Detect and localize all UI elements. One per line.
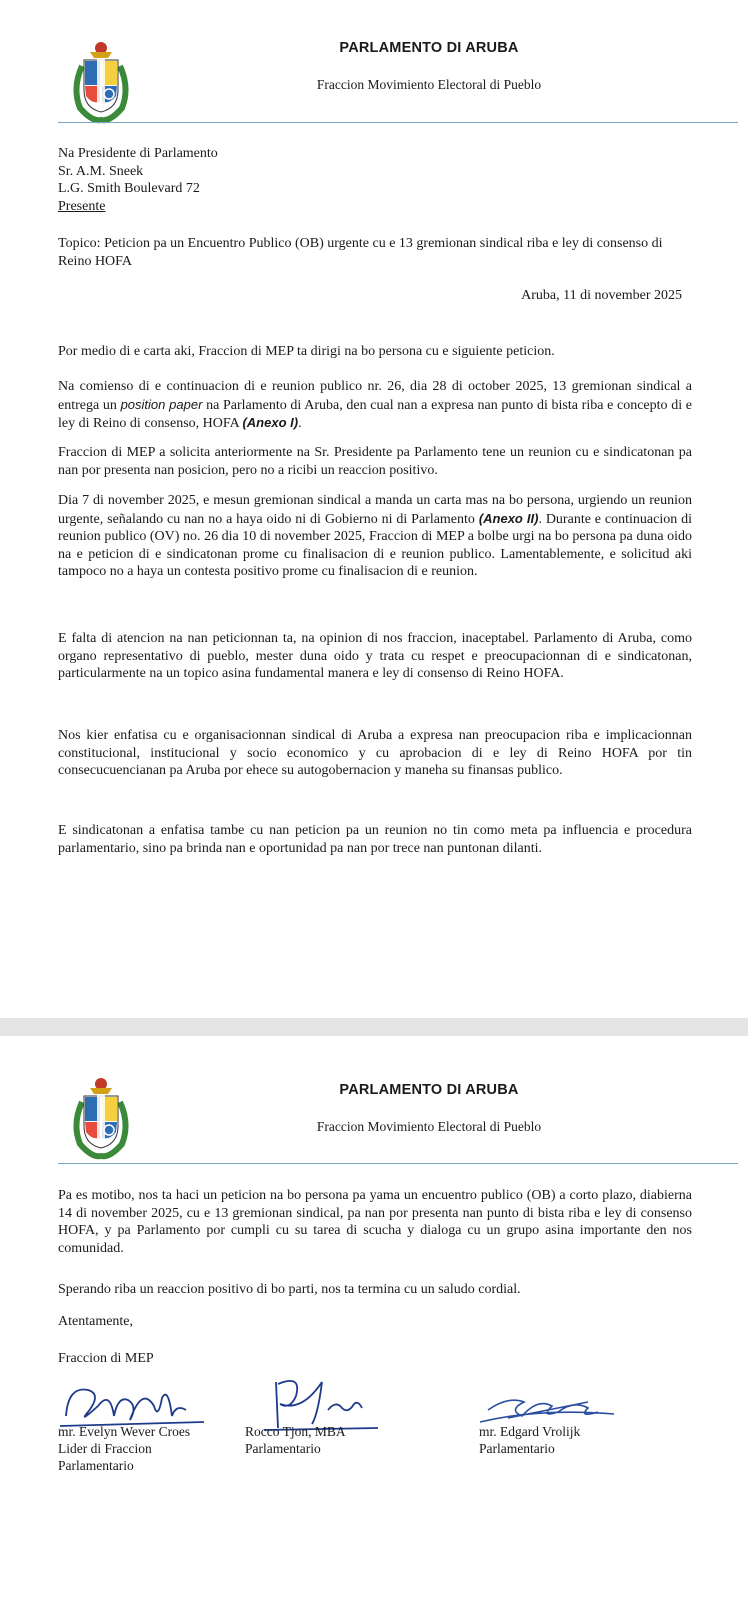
address-line: Presente	[58, 198, 106, 214]
signatory-name: Rocco Tjon, MBA	[245, 1424, 346, 1439]
signatory-name: mr. Evelyn Wever Croes	[58, 1424, 191, 1439]
signatory-role: Parlamentario	[479, 1441, 555, 1456]
signatory-role: Parlamentario	[245, 1441, 321, 1456]
paragraph: E falta di atencion na nan peticionnan ta, na opinion di nos fraccion, inaceptabel. Parlamento di Aruba, como organo representativo di pueblo, mester duna oido y trata cu respet e preocupacionnan di e sindicatonan, particularmente na un topico asina fundamental manera e ley di consenso di Reino HOFA.	[58, 631, 692, 682]
address-line: Sr. A.M. Sneek	[58, 163, 144, 179]
header-divider	[58, 1163, 738, 1164]
header-divider	[58, 122, 738, 123]
address-line: L.G. Smith Boulevard 72	[58, 181, 200, 196]
parliament-title: PARLAMENTO DI ARUBA	[339, 40, 519, 56]
annex-reference: (Anexo II)	[478, 510, 539, 526]
parliament-title: PARLAMENTO DI ARUBA	[339, 1082, 519, 1098]
paragraph: Na comienso di e continuacion di e reunion publico nr. 26, dia 28 di october 2025, 13 gremionan sindical a entrega un position paper na Parlamento di Aruba, den cual nan a expresa nan punto di bista riba e concepto di e ley di Reino di consenso, HOFA (Anexo I).	[58, 379, 692, 432]
signatory-role: Parlamentario	[58, 1458, 134, 1473]
signatory-name: mr. Edgard Vrolijk	[479, 1424, 581, 1439]
paragraph: Por medio di e carta aki, Fraccion di MEP ta dirigi na bo persona cu e siguiente peticion.	[58, 344, 555, 359]
letter-page-2	[0, 1036, 748, 1600]
signatory-1	[58, 1423, 190, 1474]
paragraph: Dia 7 di november 2025, e mesun gremionan sindical a manda un carta mas na bo persona, urgiendo un reunion urgente, señalando cu nan no a haya oido ni di Gobierno ni di Parlamento (Anexo II). Durante e continuacion di reunion publico (OV) no. 26 dia 10 di november 2025, Fraccion di MEP a bolbe urgi na bo persona pa duna oido na e peticion di e sindicatonan prome cu finalisacion di e reunion publico. Lamentablemente, e solicitud aki tampoco no a haya un contesta positivo prome cu finalisacion di e reunion.	[58, 493, 692, 580]
signatory-2	[245, 1423, 346, 1457]
paragraph: Sperando riba un reaccion positivo di bo parti, nos ta termina cu un saludo cordial.	[58, 1282, 521, 1297]
annex-reference: (Anexo I)	[242, 415, 299, 431]
paragraph: Fraccion di MEP a solicita anteriormente na Sr. Presidente pa Parlamento tene un reunion cu e sindicatonan pa nan por presenta nan posicion, pero no a ricibi un reaccion positivo.	[58, 445, 692, 478]
faction-signoff: Fraccion di MEP	[58, 1351, 154, 1366]
recipient-address	[58, 145, 692, 215]
letter-topic: Topico: Peticion pa un Encuentro Publico (OB) urgente cu e 13 gremionan sindical riba e ley di consenso di Reino HOFA	[58, 236, 663, 269]
paragraph: Pa es motibo, nos ta haci un peticion na bo persona pa yama un encuentro publico (OB) a corto plazo, diabierna 14 di november 2025, cu e 13 gremionan sindical, pa nan por presenta nan punto di bista riba e ley di consenso HOFA, y pa Parlamento por cumpli cu su tarea di scucha y dialoga cu un grupo asina importante den nos comunidad.	[58, 1188, 692, 1256]
closing: Atentamente,	[58, 1314, 134, 1329]
faction-subtitle: Fraccion Movimiento Electoral di Pueblo	[316, 77, 542, 92]
paragraph: E sindicatonan a enfatisa tambe cu nan peticion pa un reunion no tin como meta pa influencia e procedura parlamentario, sino pa brinda nan e oportunidad pa nan por trece nan puntonan dilanti.	[58, 823, 692, 856]
page-separator	[0, 1018, 748, 1036]
letter-date: Aruba, 11 di november 2025	[521, 288, 682, 303]
paragraph: Nos kier enfatisa cu e organisacionnan sindical di Aruba a expresa nan preocupacion riba e implicacionnan constitucional, institucional y socio economico y cu aprobacion di e ley di Reino HOFA por tin consecucuencianan pa Aruba por ehece su autogobernacion y maneha su finansas publico.	[58, 728, 692, 779]
signatory-3	[479, 1423, 580, 1457]
signatory-role: Lider di Fraccion	[58, 1441, 152, 1456]
faction-subtitle: Fraccion Movimiento Electoral di Pueblo	[316, 1119, 542, 1134]
address-line: Na Presidente di Parlamento	[58, 146, 218, 161]
